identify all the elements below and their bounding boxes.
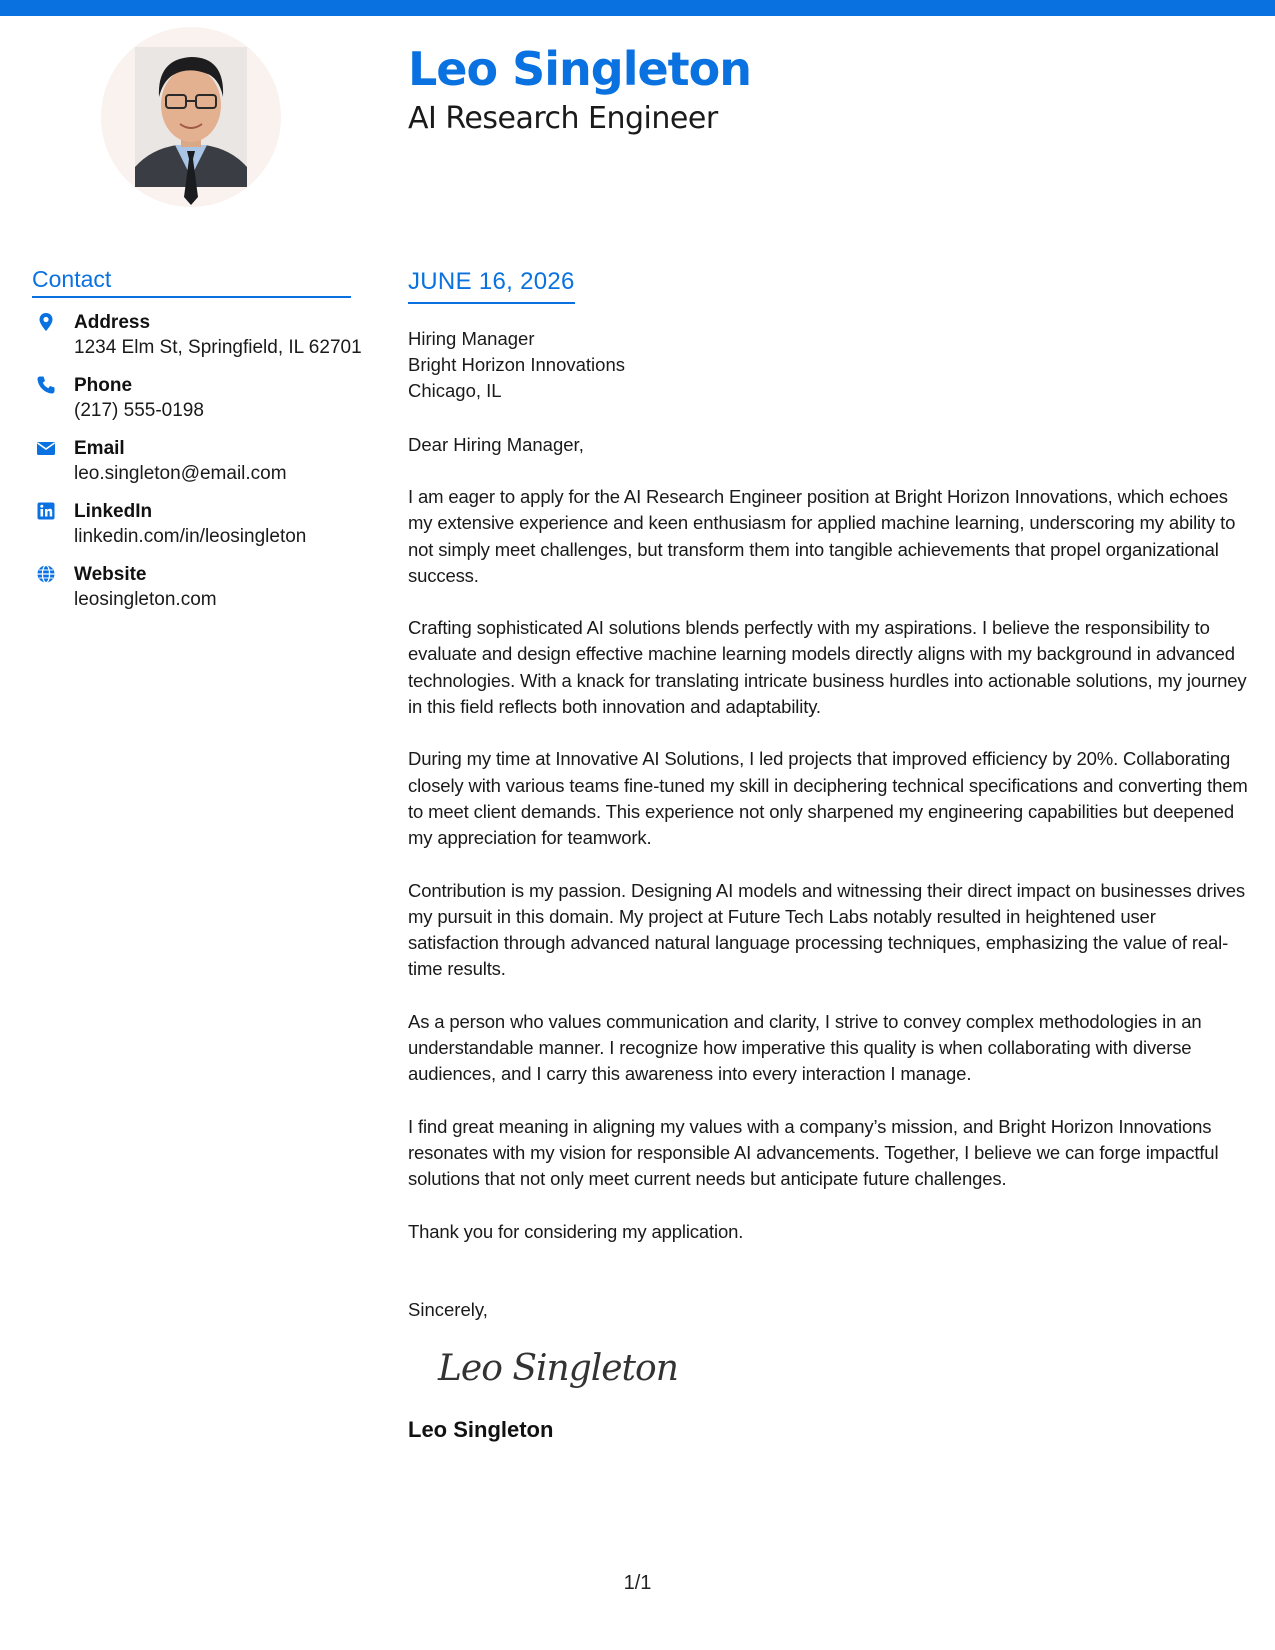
contact-label: Email — [74, 438, 125, 459]
contact-address-value: 1234 Elm St, Springfield, IL 62701 — [74, 337, 362, 358]
contact-item-phone — [32, 373, 351, 423]
letter-paragraph: I find great meaning in aligning my values with a company’s mission, and Bright Horizon Innovations resonates with my vision for responsible AI advancements. Together, I believe we can forge impactful solutions that not only meet current needs but anticipate future challenges. — [408, 1115, 1219, 1190]
recipient-block — [408, 326, 1250, 404]
job-title: AI Research Engineer — [408, 101, 718, 136]
top-accent-bar — [0, 0, 1275, 16]
letter-body — [408, 268, 1250, 1443]
phone-icon — [36, 375, 56, 395]
page-number: 1/1 — [623, 1572, 652, 1594]
recipient-line: Chicago, IL — [408, 380, 502, 401]
contact-label: Website — [74, 564, 147, 585]
contact-heading: Contact — [32, 266, 351, 298]
handwritten-signature: Leo Singleton — [438, 1347, 678, 1389]
letter-paragraph: Thank you for considering my application. — [408, 1220, 744, 1242]
recipient-line: Hiring Manager — [408, 328, 535, 349]
contact-linkedin-value[interactable]: linkedin.com/in/leosingleton — [74, 526, 307, 547]
avatar — [101, 27, 281, 207]
globe-icon — [36, 564, 56, 584]
letter-paragraph: Crafting sophisticated AI solutions blends perfectly with my aspirations. I believe the responsibility to evaluate and design effective machine learning models directly aligns with my background in advanced technologies. With a knack for translating intricate business hurdles into actionable solutions, my journey in this field reflects both innovation and adaptability. — [408, 617, 1247, 718]
profile-photo — [101, 27, 281, 207]
contact-label: Address — [74, 312, 151, 333]
contact-sidebar — [32, 266, 362, 625]
letter-paragraph: Contribution is my passion. Designing AI models and witnessing their direct impact on businesses drives my pursuit in this domain. My project at Future Tech Labs notably resulted in heightened user satisfaction through advanced natural language processing techniques, emphasizing the value of real-time results. — [408, 879, 1245, 980]
map-pin-icon — [36, 312, 56, 332]
linkedin-icon — [36, 501, 56, 521]
contact-item-address — [32, 310, 362, 360]
contact-email-value[interactable]: leo.singleton@email.com — [74, 463, 287, 484]
contact-phone-value: (217) 555-0198 — [74, 400, 204, 421]
letter-paragraph: I am eager to apply for the AI Research Engineer position at Bright Horizon Innovations, which echoes my extensive experience and keen enthusiasm for applied machine learning, underscoring my ability to not simply meet challenges, but transform them into tangible achievements that propel organizational success. — [408, 486, 1236, 586]
signer-name: Leo Singleton — [408, 1416, 554, 1442]
contact-item-linkedin — [32, 499, 351, 549]
contact-item-website — [32, 562, 351, 612]
applicant-name: Leo Singleton — [408, 42, 752, 96]
envelope-icon — [36, 438, 56, 458]
letter-date: JUNE 16, 2026 — [408, 268, 575, 304]
contact-website-value[interactable]: leosingleton.com — [74, 589, 217, 610]
closing: Sincerely, — [408, 1298, 488, 1320]
contact-item-email — [32, 436, 351, 486]
letter-paragraph: As a person who values communication and clarity, I strive to convey complex methodologies in an understandable manner. I recognize how imperative this quality is when collaborating with diverse audiences, and I carry this awareness into every interaction I manage. — [408, 1010, 1202, 1085]
contact-label: LinkedIn — [74, 501, 153, 522]
recipient-line: Bright Horizon Innovations — [408, 354, 625, 375]
letter-paragraph: During my time at Innovative AI Solutions, I led projects that improved efficiency by 20%. Collaborating closely with various teams fine-tuned my skill in deciphering technical specifications and converting them to meet client demands. This experience not only sharpened my engineering capabilities but deepened my appreciation for teamwork. — [408, 748, 1248, 849]
contact-label: Phone — [74, 375, 133, 396]
salutation: Dear Hiring Manager, — [408, 434, 584, 455]
